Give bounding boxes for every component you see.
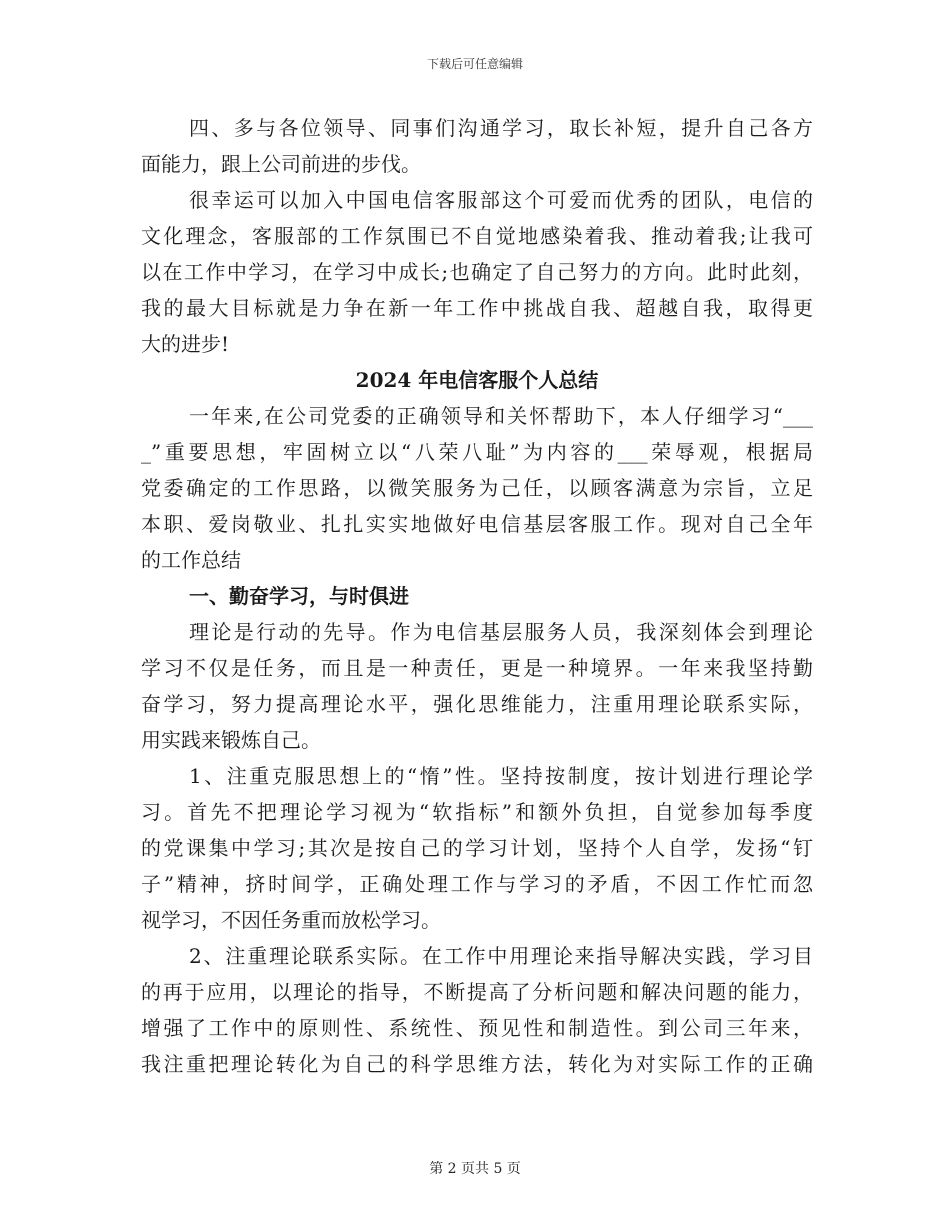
paragraph-line: 的工作总结 (141, 548, 241, 572)
paragraph-line: 四、多与各位领导、同事们沟通学习，取长补短，提升自己各方 (189, 116, 813, 140)
paragraph-line: 本职、爱岗敬业、扎扎实实地做好电信基层客服工作。现对自己全年 (141, 512, 813, 536)
paragraph-line: 文化理念，客服部的工作氛围已不自觉地感染着我、推动着我;让我可 (141, 224, 813, 248)
paragraph-line: 2、注重理论联系实际。在工作中用理论来指导解决实践，学习目 (189, 944, 813, 968)
paragraph-line: 子”精神，挤时间学，正确处理工作与学习的矛盾，不因工作忙而忽 (141, 872, 813, 896)
paragraph-line: 我注重把理论转化为自己的科学思维方法，转化为对实际工作的正确 (141, 1052, 813, 1076)
paragraph-line: 1、注重克服思想上的“惰”性。坚持按制度，按计划进行理论学 (189, 764, 813, 788)
paragraph-line: 以在工作中学习，在学习中成长;也确定了自己努力的方向。此时此刻， (141, 260, 813, 284)
paragraph-line: 习。首先不把理论学习视为“软指标”和额外负担，自觉参加每季度 (141, 800, 813, 824)
paragraph-line: _”重要思想，牢固树立以“八荣八耻”为内容的___荣辱观，根据局 (141, 440, 813, 464)
document-body (141, 110, 813, 1082)
paragraph-line: 很幸运可以加入中国电信客服部这个可爱而优秀的团队，电信的 (189, 188, 813, 212)
paragraph-line: 的党课集中学习;其次是按自己的学习计划，坚持个人自学，发扬“钉 (141, 836, 813, 860)
paragraph-line: 一年来,在公司党委的正确领导和关怀帮助下，本人仔细学习“___ (189, 404, 813, 428)
page-header: 下载后可任意编辑 (426, 57, 523, 71)
paragraph-line: 奋学习，努力提高理论水平，强化思维能力，注重用理论联系实际， (141, 692, 813, 716)
section-heading: 一、勤奋学习，与时俱进 (189, 584, 409, 608)
paragraph-line: 党委确定的工作思路，以微笑服务为己任，以顾客满意为宗旨，立足 (141, 476, 813, 500)
page-footer: 第 2 页共 5 页 (429, 1161, 521, 1177)
paragraph-line: 视学习，不因任务重而放松学习。 (141, 908, 441, 932)
document-title: 2024 年电信客服个人总结 (355, 368, 599, 392)
paragraph-line: 理论是行动的先导。作为电信基层服务人员，我深刻体会到理论 (189, 620, 813, 644)
paragraph-line: 用实践来锻炼自己。 (141, 728, 321, 752)
paragraph-line: 增强了工作中的原则性、系统性、预见性和制造性。到公司三年来， (141, 1016, 813, 1040)
paragraph-line: 的再于应用，以理论的指导，不断提高了分析问题和解决问题的能力， (141, 980, 813, 1004)
paragraph-line: 学习不仅是任务，而且是一种责任，更是一种境界。一年来我坚持勤 (141, 656, 813, 680)
paragraph-line: 面能力，跟上公司前进的步伐。 (141, 152, 421, 176)
paragraph-line: 大的进步! (141, 332, 230, 356)
paragraph-line: 我的最大目标就是力争在新一年工作中挑战自我、超越自我，取得更 (141, 296, 813, 320)
